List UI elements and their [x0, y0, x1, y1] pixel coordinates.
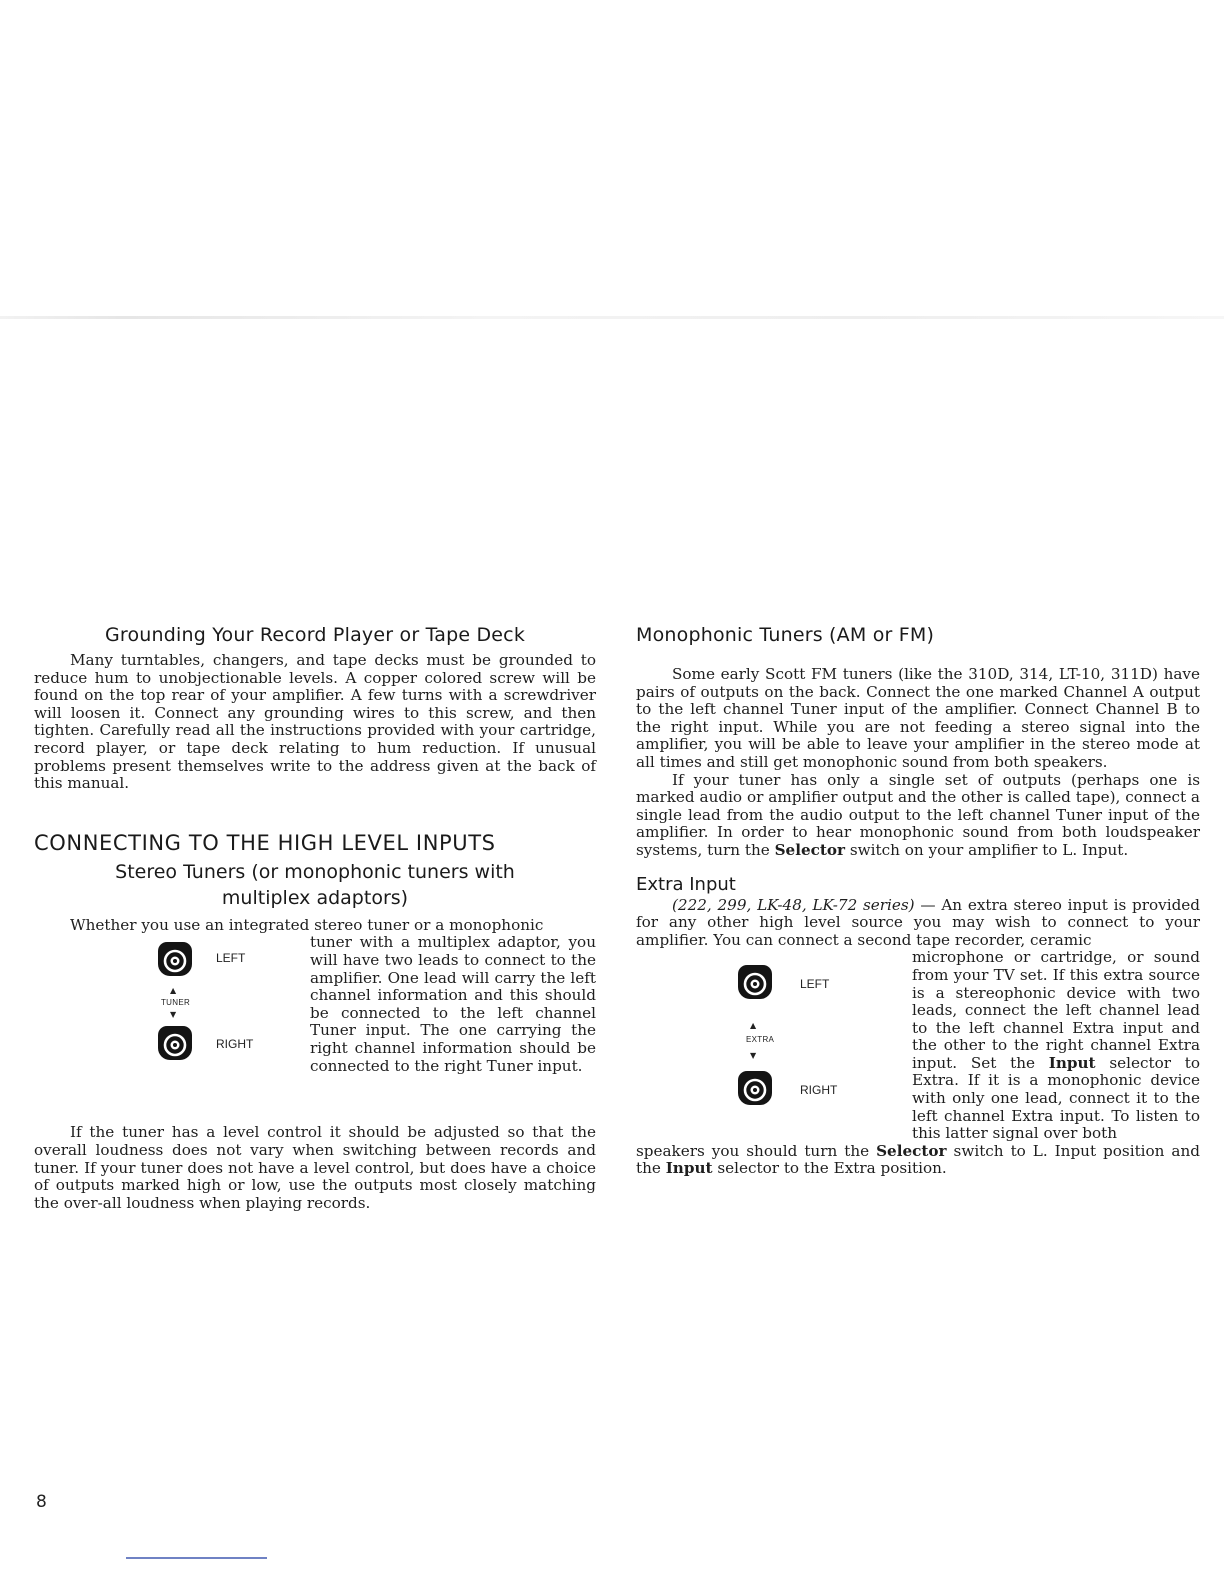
tuner-right-label: RIGHT — [216, 1037, 254, 1052]
tuner-left-jack-icon — [158, 942, 192, 976]
extra-wrap — [636, 949, 1200, 1143]
scan-edge-rule — [0, 316, 1224, 319]
extra-input-heading: Extra Input — [636, 873, 736, 895]
mono-tuners-heading: Monophonic Tuners (AM or FM) — [636, 624, 935, 646]
left-column — [34, 620, 596, 1212]
tuner-jack-diagram — [34, 934, 310, 1112]
down-arrow-icon: ▼ — [750, 1051, 757, 1061]
extra-right-jack-icon — [738, 1071, 772, 1105]
tuner-left-label: LEFT — [216, 951, 246, 966]
down-arrow-icon: ▼ — [170, 1010, 177, 1020]
extra-wrap-paragraph: microphone or cartridge, or sound from your TV set. If this extra source is a stereophonic device with two leads, connect the left channel lead to the left channel Extra input and the other to the right channel Extra input. Set the Input selector to Extra. If it is a monophonic device with only one lead, connect it to the left channel Extra input. To listen to this latter signal over both — [912, 948, 1200, 1143]
grounding-heading: Grounding Your Record Player or Tape Deck — [104, 624, 526, 646]
stereo-lead-paragraph: Whether you use an integrated stereo tuner or a monophonic — [70, 915, 544, 934]
extra-lead-paragraph: (222, 299, LK-48, LK-72 series) — An extra stereo input is provided for any other high level source you may wish to connect to your amplifier. You can connect a second tape recorder, ceramic — [636, 895, 1201, 949]
tuner-group-label: TUNER — [161, 998, 191, 1008]
extra-left-jack-icon — [738, 965, 772, 999]
up-arrow-icon: ▲ — [750, 1021, 757, 1031]
mono-paragraph-1: Some early Scott FM tuners (like the 310D, 314, LT-10, 311D) have pairs of outputs on the back. Connect the one marked Channel A output to the left channel Tuner input of the amplifier. Connect Channel B to the right input. While you are not feeding a stereo signal into the amplifier, you will be able to leave your amplifier in the stereo mode at all times and still get monophonic sound from both speakers. — [636, 665, 1200, 771]
stereo-wrap — [34, 934, 596, 1112]
stereo-tuners-heading: Stereo Tuners (or monophonic tuners with multiplex adaptors) — [115, 860, 515, 909]
level-control-paragraph: If the tuner has a level control it should be adjusted so that the overall loudness does not vary when switching between records and tuner. If your tuner does not have a level control, but does have a choice of outputs marked high or low, use the outputs most closely matching the over-all loudness when playing records. — [34, 1123, 596, 1212]
extra-group-label: EXTRA — [746, 1035, 775, 1045]
stereo-wrap-paragraph: tuner with a multiplex adaptor, you will have two leads to connect to the amplifier. One lead will carry the left channel information and this should be connected to the left channel Tuner input. The one carrying the right channel information should be connected to the right Tuner input. — [310, 933, 596, 1075]
grounding-paragraph: Many turntables, changers, and tape decks must be grounded to reduce hum to unobjectionable levels. A copper colored screw will be found on the top rear of your amplifier. A few turns with a screwdriver will loosen it. Connect any grounding wires to this screw, and then tighten. Carefully read all the instructions provided with your cartridge, record player, or tape deck relating to hum reduction. If unusual problems present themselves write to the address given at the back of this manual. — [34, 651, 596, 793]
up-arrow-icon: ▲ — [170, 986, 177, 996]
scan-edge-mark — [126, 1557, 267, 1559]
right-column — [636, 620, 1200, 1178]
tuner-right-jack-icon — [158, 1026, 192, 1060]
extra-left-label: LEFT — [800, 977, 830, 992]
extra-right-label: RIGHT — [800, 1083, 838, 1098]
mono-paragraph-2: If your tuner has only a single set of outputs (perhaps one is marked audio or amplifier output and the other is called tape), connect a single lead from the audio output to the left channel Tuner input of the amplifier. In order to hear monophonic sound from both loudspeaker systems, turn the Selector switch on your amplifier to L. Input. — [636, 770, 1200, 859]
extra-tail-paragraph: speakers you should turn the Selector switch to L. Input position and the Input selector to the Extra position. — [636, 1141, 1200, 1178]
high-level-inputs-heading: CONNECTING TO THE HIGH LEVEL INPUTS — [34, 830, 496, 855]
extra-jack-diagram — [636, 949, 912, 1139]
page-number: 8 — [36, 1492, 47, 1512]
